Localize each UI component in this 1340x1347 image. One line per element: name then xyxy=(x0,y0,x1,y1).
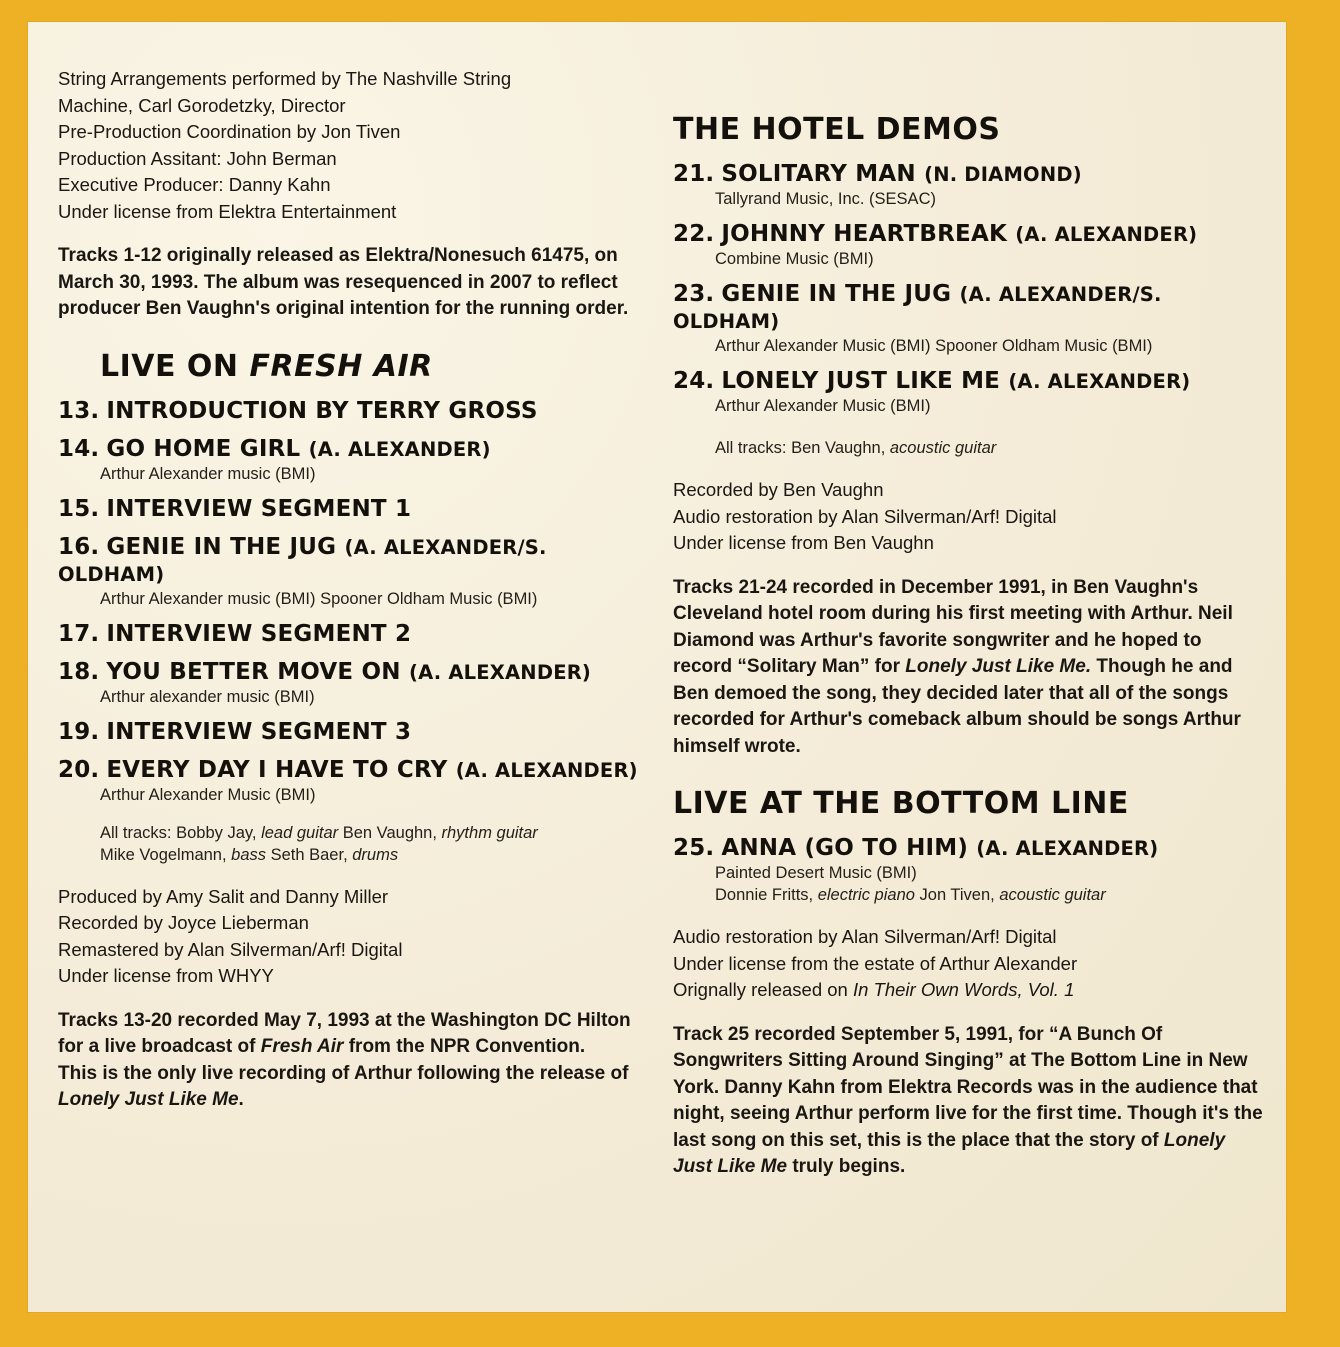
musicians-credit xyxy=(673,437,1263,459)
track-listing-item xyxy=(58,659,648,708)
track-publisher: Arthur Alexander music (BMI) xyxy=(100,464,316,483)
musicians-text: Seth Baer, xyxy=(266,845,353,864)
credit-line: Produced by Amy Salit and Danny Miller xyxy=(58,885,389,907)
track-listing-item xyxy=(58,621,648,648)
section-heading-italic: FRESH AIR xyxy=(249,348,433,384)
track-title: YOU BETTER MOVE ON xyxy=(106,658,401,685)
note-text: Tracks 21-24 recorded in December 1991, in Ben Vaughn's Cleveland hotel room during his first meeting with Arthur. Neil Diamond was Arthur's favorite songwriter and he hoped to record “Solitary Man” for xyxy=(673,576,1233,677)
credit-line: Pre-Production Coordination by Jon Tiven xyxy=(58,121,401,142)
note-text: Track 25 recorded September 5, 1991, for “A Bunch Of Songwriters Sitting Around Singing” at The Bottom Line in New York. Danny Kahn from Elektra Records was in the audience that night, seeing Arthur perform live for the first time. Though it's the last song on this set, this is the place that the story of xyxy=(673,1023,1263,1151)
track-title: GENIE IN THE JUG xyxy=(106,533,337,560)
track-listing-item xyxy=(58,719,648,746)
footnote-text: from the NPR Convention. xyxy=(343,1036,586,1057)
track-writer: (A. ALEXANDER) xyxy=(408,660,592,684)
credit-line: Recorded by Joyce Lieberman xyxy=(58,912,309,933)
track-writer: (A. ALEXANDER) xyxy=(1008,370,1191,393)
footnote-text: Tracks 13-20 recorded May 7, 1993 at the Washington DC Hilton for a live broadcast of xyxy=(58,1009,631,1057)
track-number: 13. xyxy=(58,397,100,424)
track-listing-item xyxy=(673,368,1263,417)
track-number: 23. xyxy=(673,281,715,307)
musicians-text: Mike Vogelmann, xyxy=(100,845,232,864)
note-italic: Lonely Just Like Me xyxy=(673,1129,1226,1177)
credit-line: Under license from WHYY xyxy=(58,965,274,986)
track-listing-item xyxy=(58,436,648,485)
track-number: 19. xyxy=(58,718,100,745)
track-title: INTERVIEW SEGMENT 2 xyxy=(106,620,412,647)
track-number: 15. xyxy=(58,495,100,522)
note-text: truly begins. xyxy=(787,1156,906,1177)
hotel-demos-credits xyxy=(673,477,1263,557)
section-heading-the-hotel-demos: THE HOTEL DEMOS xyxy=(673,112,1001,147)
track-listing-item xyxy=(673,221,1263,270)
credit-italic: In Their Own Words, Vol. 1 xyxy=(852,979,1075,1000)
credit-line: Audio restoration by Alan Silverman/Arf! Digital xyxy=(673,505,1057,527)
track-listing-item xyxy=(58,534,648,610)
musicians-role: acoustic guitar xyxy=(999,886,1106,904)
track-publisher: Tallyrand Music, Inc. (SESAC) xyxy=(715,190,936,208)
footnote-italic: Fresh Air xyxy=(260,1036,344,1057)
credit-line: Executive Producer: Danny Kahn xyxy=(58,174,331,195)
musicians-text: Donnie Fritts, xyxy=(715,886,818,904)
track-title: EVERY DAY I HAVE TO CRY xyxy=(106,756,448,783)
credit-line: Under license from the estate of Arthur Alexander xyxy=(673,952,1078,974)
track-publisher: Combine Music (BMI) xyxy=(715,250,874,268)
musicians-text: Ben Vaughn, xyxy=(338,823,442,842)
track-title: GO HOME GIRL xyxy=(106,435,301,462)
musicians-role: rhythm guitar xyxy=(441,823,538,842)
right-column xyxy=(673,66,1263,1181)
track-title: INTERVIEW SEGMENT 3 xyxy=(106,718,412,745)
track-title: JOHNNY HEARTBREAK xyxy=(721,221,1007,247)
musicians-role: drums xyxy=(352,845,399,864)
track-listing-item xyxy=(58,757,648,806)
credit-line: Under license from Ben Vaughn xyxy=(673,532,934,553)
track-publisher: Arthur Alexander music (BMI) Spooner Oldham Music (BMI) xyxy=(100,589,538,608)
footnote-text: This is the only live recording of Arthur following the release of xyxy=(58,1062,629,1084)
track-writer: (A. ALEXANDER/S. OLDHAM) xyxy=(673,283,1162,333)
track-number: 22. xyxy=(673,221,715,247)
track-number: 17. xyxy=(58,620,100,647)
track-number: 16. xyxy=(58,533,100,560)
credit-line: Machine, Carl Gorodetzky, Director xyxy=(58,94,346,116)
musicians-role: acoustic guitar xyxy=(889,439,997,457)
track-writer: (N. DIAMOND) xyxy=(924,163,1082,186)
credit-line: String Arrangements performed by The Nashville String xyxy=(58,68,512,89)
track-title: ANNA (GO TO HIM) xyxy=(721,835,969,861)
track-listing-item xyxy=(673,835,1263,906)
note-italic: Lonely Just Like Me. xyxy=(905,656,1092,677)
cd-booklet-page xyxy=(28,22,1286,1312)
track-writer: (A. ALEXANDER) xyxy=(455,758,638,782)
release-note: Tracks 1-12 originally released as Elektra/Nonesuch 61475, on March 30, 1993. The album was resequenced in 2007 to reflect producer Ben Vaughn's original intention for the running order. xyxy=(58,245,629,319)
track-publisher: Arthur alexander music (BMI) xyxy=(100,687,315,706)
credit-line: Recorded by Ben Vaughn xyxy=(673,479,884,500)
musicians-text: Jon Tiven, xyxy=(914,886,1000,904)
musicians-text: All tracks: Bobby Jay, xyxy=(100,823,262,842)
track-title: GENIE IN THE JUG xyxy=(721,281,952,307)
credit-line: Production Assitant: John Berman xyxy=(58,147,337,169)
musicians-role: lead guitar xyxy=(261,823,339,842)
left-column xyxy=(58,66,648,1114)
track-publisher: Painted Desert Music (BMI) xyxy=(715,864,917,882)
credit-line: Remastered by Alan Silverman/Arf! Digital xyxy=(58,938,403,960)
musicians-credit xyxy=(58,822,648,866)
track-listing-item xyxy=(58,398,648,425)
track-title: INTERVIEW SEGMENT 1 xyxy=(106,495,412,522)
bottom-line-note xyxy=(673,1022,1263,1181)
track-writer: (A. ALEXANDER) xyxy=(976,837,1159,860)
footnote-italic: Lonely Just Like Me xyxy=(58,1089,239,1110)
footnote-text: . xyxy=(238,1089,244,1110)
track-publisher: Arthur Alexander Music (BMI) xyxy=(100,785,316,804)
track-title: SOLITARY MAN xyxy=(721,161,916,187)
track-number: 25. xyxy=(673,835,715,861)
track-writer: (A. ALEXANDER/S. OLDHAM) xyxy=(58,535,547,586)
credit-line: Audio restoration by Alan Silverman/Arf! Digital xyxy=(673,926,1057,947)
production-credits-block xyxy=(58,884,648,990)
credit-line xyxy=(673,977,1263,1004)
credit-line: Under license from Elektra Entertainment xyxy=(58,200,397,222)
track-title: INTRODUCTION BY TERRY GROSS xyxy=(106,397,538,424)
left-footnote xyxy=(58,1008,648,1114)
bottom-line-credits xyxy=(673,924,1263,1004)
track-writer: (A. ALEXANDER) xyxy=(308,437,491,461)
track-writer: (A. ALEXANDER) xyxy=(1015,223,1198,246)
section-heading-prefix: LIVE ON xyxy=(100,348,250,384)
track-listing-item xyxy=(673,161,1263,210)
credit-text: Orignally released on xyxy=(673,979,853,1000)
track-number: 21. xyxy=(673,161,715,187)
track-publisher: Arthur Alexander Music (BMI) xyxy=(715,397,931,415)
track-musicians xyxy=(673,885,1263,906)
musicians-role: electric piano xyxy=(817,886,915,904)
track-number: 18. xyxy=(58,658,100,685)
track-number: 24. xyxy=(673,368,715,394)
musicians-text: All tracks: Ben Vaughn, xyxy=(715,439,890,457)
track-listing-item xyxy=(673,281,1263,357)
track-listing-item xyxy=(58,496,648,523)
track-number: 14. xyxy=(58,435,100,462)
section-heading-live-at-the-bottom-line: LIVE AT THE BOTTOM LINE xyxy=(673,786,1129,821)
section-heading-live-on-fresh-air xyxy=(58,349,648,384)
musicians-role: bass xyxy=(231,845,267,864)
track-number: 20. xyxy=(58,756,100,783)
track-publisher: Arthur Alexander Music (BMI) Spooner Oldham Music (BMI) xyxy=(715,337,1153,355)
note-text: Though he and Ben demoed the song, they decided later that all of the songs recorded for Arthur's comeback album should be songs Arthur himself wrote. xyxy=(673,656,1241,757)
track-title: LONELY JUST LIKE ME xyxy=(721,368,1001,394)
hotel-demos-note xyxy=(673,575,1263,761)
top-credits-block xyxy=(58,66,648,225)
